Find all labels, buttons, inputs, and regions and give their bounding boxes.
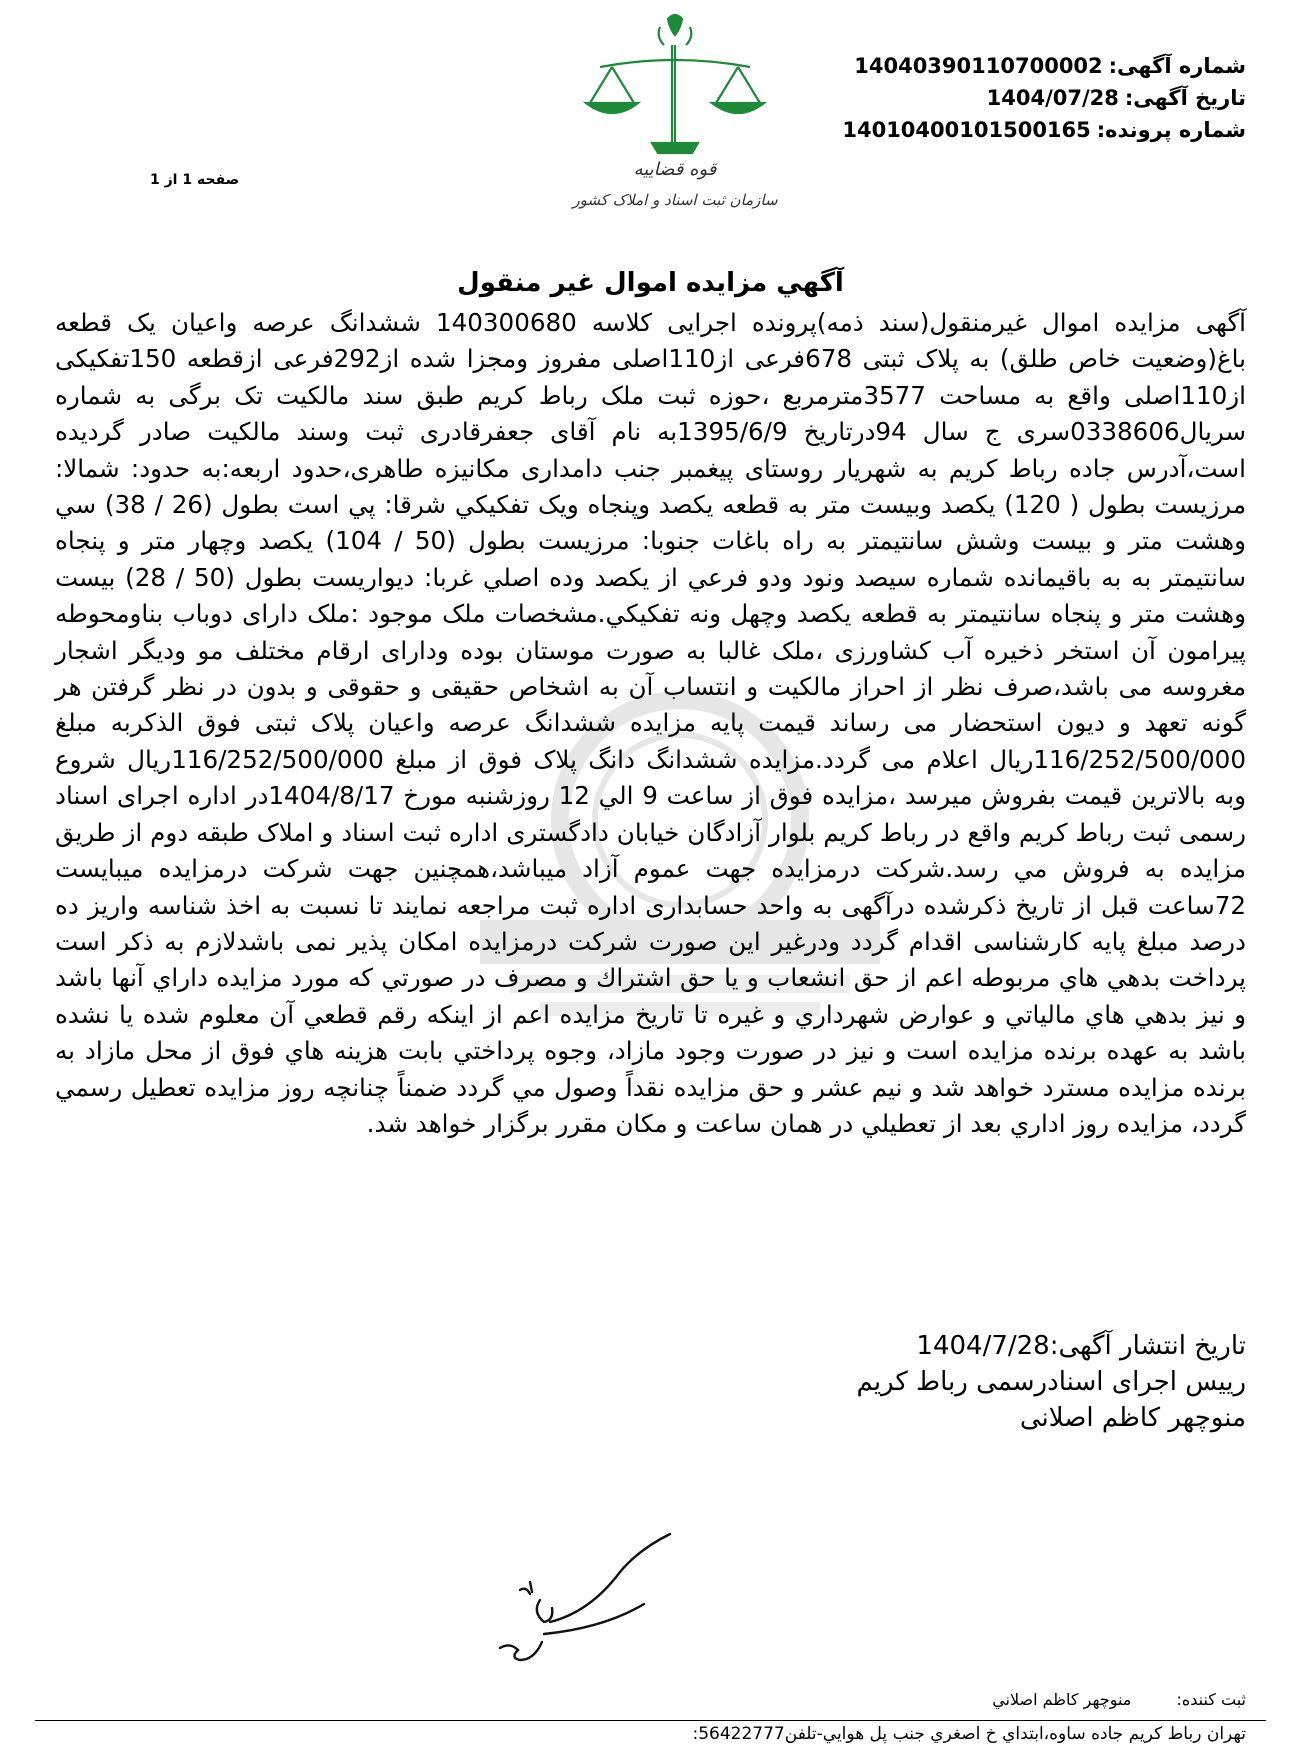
emblem-caption-1: قوه قضاییه	[633, 159, 717, 180]
page-indicator: صفحه 1 از 1	[150, 172, 240, 188]
file-number-label: شماره پرونده:	[1096, 118, 1246, 142]
emblem-caption-2: سازمان ثبت اسناد و املاک کشور	[572, 191, 778, 209]
official-title: رییس اجرای اسنادرسمی رباط کریم	[856, 1367, 1246, 1397]
signature-graphic	[480, 1530, 700, 1670]
closing-block	[857, 1328, 1246, 1436]
notice-meta	[816, 50, 1246, 146]
emblem-graphic	[560, 5, 790, 220]
file-number-value: 14010400101500165	[842, 118, 1091, 142]
footer-address: تهران رباط كريم جاده ساوه،ابتداي خ اصغري جنب پل هوايي-تلفن56422777:	[692, 1724, 1246, 1744]
publish-date-line: تاریخ انتشار آگهی:1404/7/28	[916, 1331, 1246, 1361]
notice-number-label: شماره آگهی:	[1108, 54, 1246, 78]
handwritten-signature	[480, 1530, 700, 1670]
footer-registrar	[992, 1690, 1246, 1709]
file-number-row	[816, 114, 1246, 146]
registrar-name: منوچهر كاظم اصلاني	[992, 1690, 1132, 1709]
page-title: آگهي مزايده اموال غير منقول	[457, 268, 844, 298]
notice-body	[55, 305, 1246, 1142]
notice-date-row	[816, 82, 1246, 114]
registrar-label: ثبت کننده:	[1176, 1690, 1246, 1709]
notice-date-label: تاریخ آگهی:	[1124, 86, 1246, 110]
notice-date-value: 1404/07/28	[986, 86, 1119, 110]
notice-number-row	[816, 50, 1246, 82]
notice-number-value: 14040390110700002	[854, 54, 1103, 78]
official-name: منوچهر کاظم اصلانی	[1019, 1403, 1246, 1433]
notice-body-paragraph: آگهی مزایده اموال غیرمنقول(سند ذمه)پرونده اجرایی کلاسه 140300680 ششدانگ عرصه واعیان یک قطعه باغ(وضعیت خاص طلق) به پلاک ثبتی 678فرعی از110اصلی مفروز ومجزا شده از292فرعی ازقطعه 150تفکیکی از110اصلی واقع به مساحت 3577مترمربع ،حوزه ثبت ملک رباط کریم طبق سند مالکیت تک برگی به شماره سریال0338606سری ج سال 94درتاریخ 1395/6/9به نام آقای جعفرقادری ثبت وسند مالکیت صادر گردیده است،آدرس جاده رباط کریم به شهریار روستای پیغمبر جنب دامداری مکانیزه طاهری،حدود اربعه:به حدود: شمالا: مرزیست بطول ( 120) یکصد وبیست متر به قطعه یکصد وپنجاه ویک تفکیکي شرقا: پي است بطول (26 / 38) سي وهشت متر و بيست وشش سانتيمتر به راه باغات جنوبا: مرزيست بطول (50 / 104) يكصد وچهار متر و پنجاه سانتيمتر به به باقيمانده شماره سيصد ونود ودو فرعي از يكصد وده اصلي غربا: ديواريست بطول (50 / 28) بيست وهشت متر و پنجاه سانتيمتر به قطعه يكصد وچهل ونه تفكيكي.مشخصات ملک موجود :ملک دارای دوباب بناومحوطه پیرامون آن استخر ذخیره آب کشاورزی ،ملک غالبا به صورت موستان بوده ودارای ارقام مختلف مو ودیگر اشجار مغروسه می باشد،صرف نظر از احراز مالکیت و انتساب آن به اشخاص حقیقی و حقوقی و بدون در نظر گرفتن هر گونه تعهد و دیون استحضار می رساند قیمت پایه مزایده ششدانگ عرصه واعیان پلاک ثبتی فوق الذکربه مبلغ 116/252/500/000ریال اعلام می گردد.مزایده ششدانگ دانگ پلاک فوق از مبلغ 116/252/500/000ریال شروع وبه بالاترین قیمت بفروش میرسد ،مزایده فوق از ساعت 9 الي 12 روزشنبه مورخ 1404/8/17در اداره اجرای اسناد رسمی ثبت رباط کریم واقع در رباط کریم بلوار آزادگان خیابان دادگستری اداره ثبت اسناد و املاک طبقه دوم از طريق مزايده به فروش مي رسد.شرکت درمزایده جهت عموم آزاد میباشد،همچنین جهت شرکت درمزایده میبایست 72ساعت قبل از تاریخ ذکرشده درآگهی به واحد حسابداری اداره ثبت مراجعه نمایند تا نسبت به اخذ شناسه واریز ده درصد مبلغ پایه کارشناسی اقدام گردد ودرغیر این صورت شرکت درمزایده امکان پذیر نمی باشدلازم به ذکر است پرداخت بدهي هاي مربوطه اعم از حق انشعاب و يا حق اشتراك و مصرف در صورتي كه مورد مزايده داراي آنها باشد و نيز بدهي هاي مالياتي و عوارض شهرداري و غيره تا تاريخ مزايده اعم از اينكه رقم قطعي آن معلوم شده يا نشده باشد به عهده برنده مزايده است و نيز در صورت وجود مازاد، وجوه پرداختي بابت هزينه هاي فوق از محل مازاد به برنده مزايده مسترد خواهد شد و نيم عشر و حق مزايده نقداً وصول مي گردد ضمناً چنانچه روز مزايده تعطيل رسمي گردد، مزايده روز اداري بعد از تعطيلي در همان ساعت و مكان مقرر برگزار خواهد شد.	[55, 308, 1246, 1138]
judiciary-emblem	[560, 5, 790, 220]
footer-divider	[35, 1720, 1266, 1721]
